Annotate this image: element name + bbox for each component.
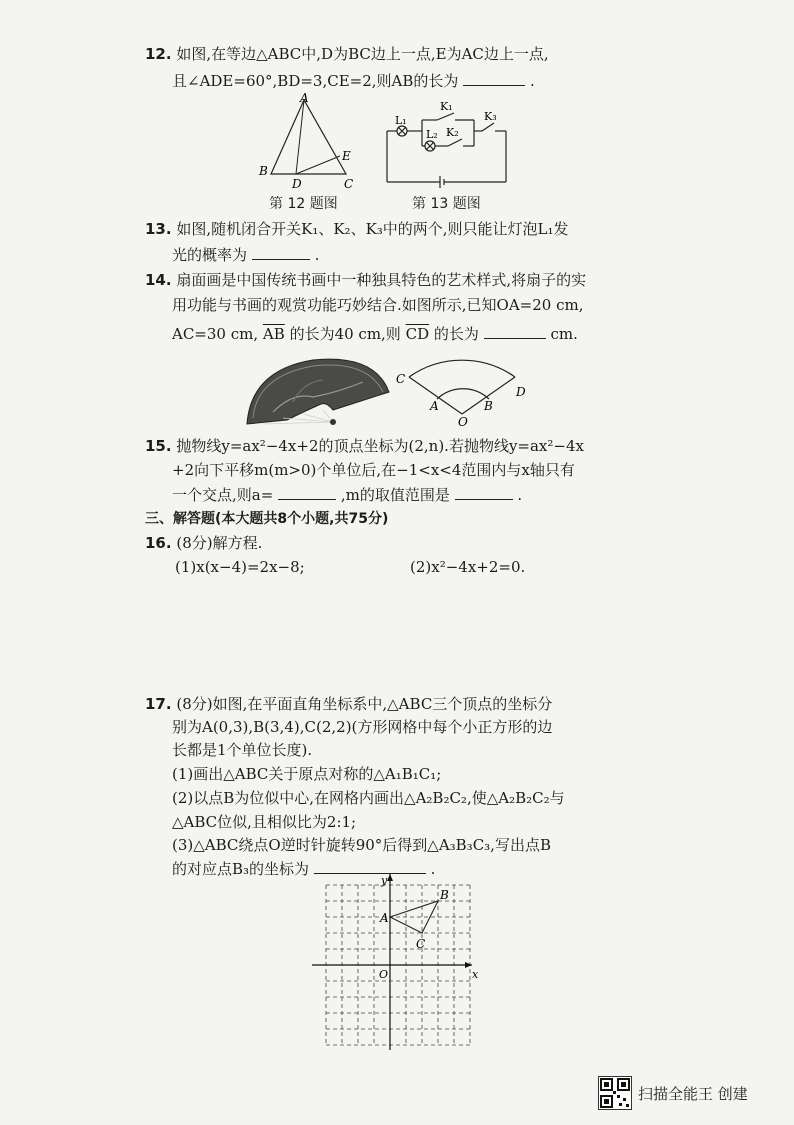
figure-13-caption: 第 13 题图 — [412, 196, 481, 212]
q13-number: 13. — [145, 220, 172, 238]
q13-text-2: 光的概率为 — [172, 246, 248, 264]
q12-line2 — [172, 71, 535, 91]
grid-origin-label: O — [379, 968, 389, 981]
q15-text-1: 抛物线y=ax²−4x+2的顶点坐标为(2,n).若抛物线y=ax²−4x — [176, 437, 584, 455]
q15-line3 — [172, 485, 522, 505]
fig14-label-o: O — [458, 415, 468, 429]
grid-label-a: A — [380, 911, 389, 925]
q14-answer-blank[interactable] — [484, 324, 546, 339]
q16-title: (8分)解方程. — [176, 534, 263, 552]
grid-y-label: y — [381, 874, 388, 887]
q13-line2 — [172, 245, 319, 265]
q14-unit: cm. — [550, 325, 578, 343]
fig14-label-b: B — [484, 399, 493, 413]
q15-text-2: +2向下平移m(m>0)个单位后,在−1<x<4范围内与x轴只有 — [172, 461, 575, 479]
fig14-label-a: A — [430, 399, 439, 413]
q12-line1 — [145, 44, 549, 64]
q17-number: 17. — [145, 695, 172, 713]
fig12-label-a: A — [300, 92, 309, 105]
q14-text-3b: 的长为40 cm,则 — [289, 325, 401, 343]
grid-label-c: C — [416, 937, 426, 951]
fan-painting-image — [243, 352, 393, 430]
q15-text-3a: 一个交点,则a= — [172, 486, 274, 504]
q12-period: . — [529, 72, 535, 90]
fig13-label-k3: K₃ — [484, 110, 497, 123]
figure-12-caption: 第 12 题图 — [269, 196, 338, 212]
q15-number: 15. — [145, 437, 172, 455]
fig13-label-l1: L₁ — [395, 114, 407, 127]
q15-period: . — [517, 486, 523, 504]
section-3-heading: 三、解答题(本大题共8个小题,共75分) — [145, 511, 389, 527]
q15-text-3b: ,m的取值范围是 — [340, 486, 450, 504]
grid-x-label: x — [472, 968, 479, 981]
q12-answer-blank[interactable] — [463, 71, 525, 86]
qr-code-icon — [598, 1076, 632, 1110]
grid-label-b: B — [440, 888, 449, 902]
fig12-label-d: D — [292, 177, 302, 190]
q17-line5: (2)以点B为位似中心,在网格内画出△A₂B₂C₂,使△A₂B₂C₂与 — [172, 789, 565, 807]
fig14-label-c: C — [396, 372, 406, 386]
q17-period: . — [430, 860, 436, 878]
q17-line4: (1)画出△ABC关于原点对称的△A₁B₁C₁; — [172, 765, 442, 783]
q17-line1 — [145, 694, 552, 714]
q14-line1 — [145, 270, 586, 290]
scanner-watermark: 扫描全能王 创建 — [638, 1085, 748, 1103]
q16-part1: (1)x(x−4)=2x−8; — [175, 558, 305, 576]
q12-number: 12. — [145, 45, 172, 63]
coordinate-grid — [312, 870, 482, 1055]
q17-line6: △ABC位似,且相似比为2:1; — [172, 813, 357, 831]
q15-line2 — [172, 460, 575, 480]
q12-text-1: 如图,在等边△ABC中,D为BC边上一点,E为AC边上一点, — [176, 45, 549, 63]
fig12-label-b: B — [259, 164, 268, 178]
q13-text-1: 如图,随机闭合开关K₁、K₂、K₃中的两个,则只能让灯泡L₁发 — [176, 220, 569, 238]
q14-text-3a: AC=30 cm, — [172, 325, 259, 343]
q17-line2: 别为A(0,3),B(3,4),C(2,2)(方形网格中每个小正方形的边 — [172, 718, 553, 736]
q14-line2 — [172, 295, 583, 315]
fig13-label-k2: K₂ — [446, 126, 459, 139]
q14-arc-cd: $\overline{CD}$ — [405, 325, 430, 343]
q17-line3: 长都是1个单位长度). — [172, 741, 313, 759]
q13-line1 — [145, 219, 569, 239]
q13-answer-blank[interactable] — [252, 245, 310, 260]
q14-text-2: 用功能与书画的观赏功能巧妙结合.如图所示,已知OA=20 cm, — [172, 296, 584, 314]
q15-answer-a-blank[interactable] — [278, 485, 336, 500]
q16-part2: (2)x²−4x+2=0. — [410, 558, 526, 576]
q17-line7: (3)△ABC绕点O逆时针旋转90°后得到△A₃B₃C₃,写出点B — [172, 836, 551, 854]
fig12-label-c: C — [344, 177, 354, 190]
q14-text-3c: 的长为 — [433, 325, 479, 343]
fig13-label-l2: L₂ — [426, 128, 438, 141]
figure-12-triangle — [256, 92, 366, 190]
q13-period: . — [314, 246, 320, 264]
q14-line3 — [172, 324, 578, 344]
q14-text-1: 扇面画是中国传统书画中一种独具特色的艺术样式,将扇子的实 — [176, 271, 587, 289]
q16-line1 — [145, 533, 262, 553]
fig13-label-k1: K₁ — [440, 100, 453, 113]
figure-13-circuit — [382, 96, 510, 188]
q14-number: 14. — [145, 271, 172, 289]
q17-text-8a: 的对应点B₃的坐标为 — [172, 860, 310, 878]
q14-arc-ab: $\overline{AB}$ — [262, 325, 285, 343]
q12-text-2: 且∠ADE=60°,BD=3,CE=2,则AB的长为 — [172, 72, 459, 90]
q17-text-1: (8分)如图,在平面直角坐标系中,△ABC三个顶点的坐标分 — [176, 695, 553, 713]
fig14-label-d: D — [516, 385, 526, 399]
fig12-label-e: E — [342, 149, 351, 163]
figure-14-sector — [392, 352, 532, 430]
q15-answer-m-blank[interactable] — [455, 485, 513, 500]
q16-number: 16. — [145, 534, 172, 552]
q15-line1 — [145, 436, 584, 456]
